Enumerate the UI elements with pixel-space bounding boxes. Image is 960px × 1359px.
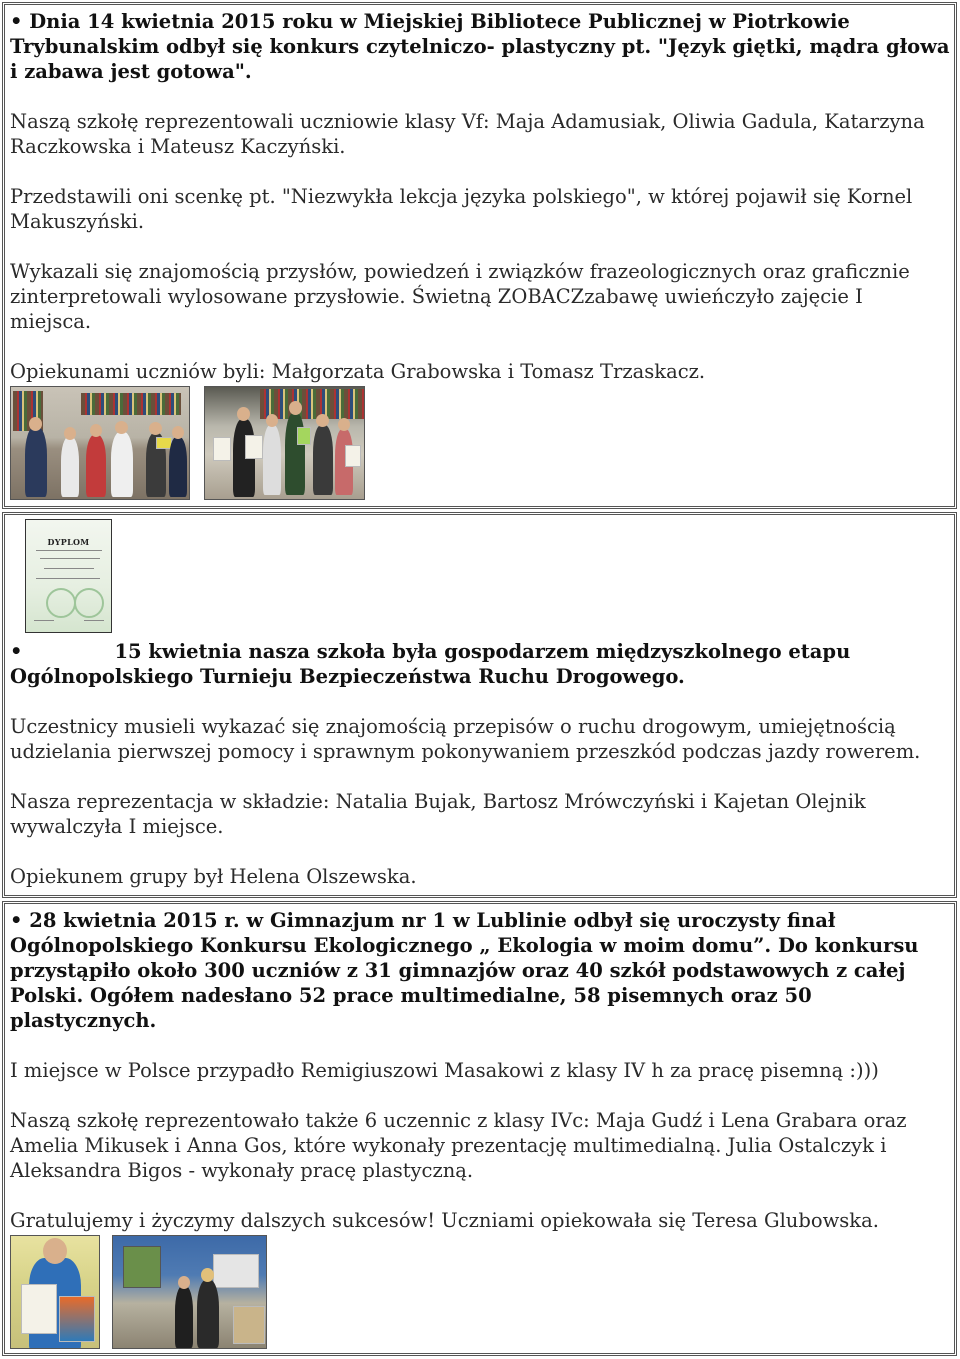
news-paragraph: Nasza reprezentacja w składzie: Natalia Bujak, Bartosz Mrówczyński i Kajetan Olejnik wywalczyła I miejsce. xyxy=(10,790,866,838)
photo-gallery xyxy=(10,1235,950,1349)
news-item-ecology-contest xyxy=(2,901,957,1356)
person-head xyxy=(43,1238,67,1264)
person-head xyxy=(115,421,128,434)
diploma-image[interactable] xyxy=(25,519,112,633)
news-heading: • Dnia 14 kwietnia 2015 roku w Miejskiej Bibliotece Publicznej w Piotrkowie Trybunalskim odbył się konkurs czytelniczo- plastyczny pt. "Język giętki, mądra głowa i zabawa jest gotowa". xyxy=(10,10,950,83)
person-head xyxy=(90,424,102,437)
diploma-paper xyxy=(213,437,231,461)
news-paragraph: Uczestnicy musieli wykazać się znajomością przepisów o ruchu drogowym, umiejętnością udzielania pierwszej pomocy i sprawnym pokonywaniem przeszkód podczas jazdy rowerem. xyxy=(10,715,921,763)
person-figure xyxy=(111,432,133,497)
news-paragraph: I miejsce w Polsce przypadło Remigiuszowi Masakowi z klasy IV h za pracę pisemną :))) xyxy=(10,1059,879,1082)
news-paragraph: Opiekunami uczniów byli: Małgorzata Grabowska i Tomasz Trzaskacz. xyxy=(10,360,706,383)
diploma-title: DYPLOM xyxy=(47,537,90,547)
diploma-text-line xyxy=(36,578,100,579)
news-item-road-safety xyxy=(2,512,957,898)
person-figure xyxy=(263,425,281,495)
news-item-library-contest xyxy=(2,2,957,509)
diploma-text-line xyxy=(40,558,100,559)
book-cover xyxy=(59,1296,95,1342)
photo-gallery xyxy=(10,386,950,500)
bullet: • xyxy=(10,640,23,663)
photo-library-performance[interactable] xyxy=(10,386,190,500)
person-figure xyxy=(86,435,106,497)
bicycle-wheel-graphic xyxy=(46,588,76,618)
person-head xyxy=(289,401,302,415)
person-figure xyxy=(197,1280,219,1348)
projection-screen xyxy=(213,1254,259,1288)
diploma-paper xyxy=(345,445,361,467)
person-head xyxy=(149,422,162,435)
poster xyxy=(123,1246,161,1288)
person-head xyxy=(172,426,184,439)
person-head xyxy=(316,414,329,427)
person-figure xyxy=(285,413,305,495)
photo-winner-student[interactable] xyxy=(10,1235,100,1349)
person-head xyxy=(201,1268,214,1282)
news-heading: • 28 kwietnia 2015 r. w Gimnazjum nr 1 w Lublinie odbył się uroczysty finał Ogólnopolskiego Konkursu Ekologicznego „ Ekologia w moim domu”. Do konkursu przystąpiło około 300 uczniów z 31 gimnazjów oraz 40 szkół podstawowych z całej Polski. Ogółem nadesłano 52 prace multimedialne, 58 pisemnych oraz 50 plastycznych. xyxy=(10,909,919,1032)
bicycle-wheel-graphic xyxy=(74,588,104,618)
news-paragraph: Naszą szkołę reprezentowali uczniowie klasy Vf: Maja Adamusiak, Oliwia Gadula, Katarzyna Raczkowska i Mateusz Kaczyński. xyxy=(10,110,925,158)
signature-line xyxy=(34,620,54,621)
person-figure xyxy=(25,427,47,497)
display-table xyxy=(233,1306,265,1344)
signature-line xyxy=(84,620,104,621)
news-page xyxy=(2,2,957,1359)
news-paragraph: Opiekunem grupy był Helena Olszewska. xyxy=(10,865,417,888)
person-head xyxy=(64,427,76,440)
diploma-paper xyxy=(21,1284,57,1334)
diploma-text-line xyxy=(36,550,102,551)
diploma-text-line xyxy=(44,568,94,569)
person-head xyxy=(338,418,350,431)
news-paragraph: Przedstawili oni scenkę pt. "Niezwykła lekcja języka polskiego", w której pojawił się Kornel Makuszyński. xyxy=(10,185,913,233)
photo-award-winners[interactable] xyxy=(204,386,365,500)
person-figure xyxy=(61,437,79,497)
news-paragraph: Gratulujemy i życzymy dalszych sukcesów! Uczniami opiekowała się Teresa Glubowska. xyxy=(10,1209,879,1232)
person-figure xyxy=(313,425,333,495)
diploma-paper xyxy=(245,435,263,459)
bookshelf xyxy=(81,393,181,415)
person-head xyxy=(29,417,42,431)
person-head xyxy=(266,414,278,427)
person-head xyxy=(178,1276,190,1289)
news-paragraph: Naszą szkołę reprezentowało także 6 uczennic z klasy IVc: Maja Gudź i Lena Grabara oraz Amelia Mikusek i Anna Gos, które wykonały prezentację multimedialną. Julia Ostalczyk i Aleksandra Bigos - wykonały pracę plastyczną. xyxy=(10,1109,907,1182)
person-figure xyxy=(175,1286,193,1348)
person-head xyxy=(237,407,250,421)
paper-sheet xyxy=(297,427,311,445)
news-heading-text: 15 kwietnia nasza szkoła była gospodarzem międzyszkolnego etapu Ogólnopolskiego Turnieju Bezpieczeństwa Ruchu Drogowego. xyxy=(10,640,851,688)
diploma-row xyxy=(10,519,950,639)
photo-award-ceremony[interactable] xyxy=(112,1235,267,1349)
news-heading xyxy=(10,639,950,689)
news-paragraph: Wykazali się znajomością przysłów, powiedzeń i związków frazeologicznych oraz graficznie zinterpretowali wylosowane przysłowie. Świetną ZOBACZzabawę uwieńczyło zajęcie I miejsca. xyxy=(10,260,910,333)
person-figure xyxy=(169,437,187,497)
